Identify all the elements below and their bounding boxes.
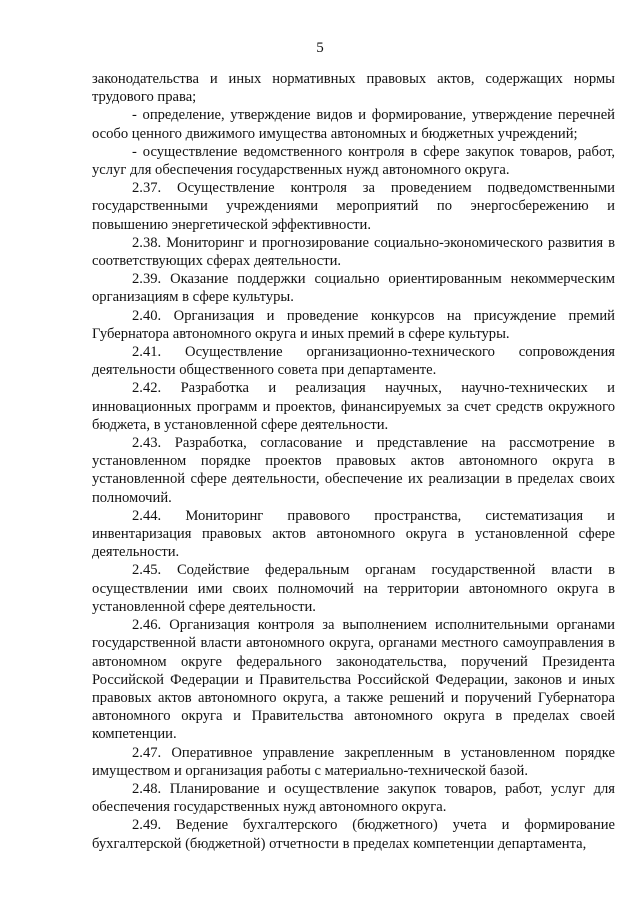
paragraph-2-39: 2.39. Оказание поддержки социально ориентированным некоммерческим организациям в сфере культуры. — [92, 271, 615, 306]
paragraph-2-49: 2.49. Ведение бухгалтерского (бюджетного) учета и формирование бухгалтерской (бюджетной) отчетности в пределах компетенции департамента, — [92, 817, 615, 852]
page-number: 5 — [316, 40, 324, 56]
paragraph-continuation: законодательства и иных нормативных правовых актов, содержащих нормы трудового права; — [92, 71, 615, 106]
paragraph-2-38: 2.38. Мониторинг и прогнозирование социально-экономического развития в соответствующих сферах деятельности. — [92, 234, 615, 270]
paragraph-2-41: 2.41. Осуществление организационно-технического сопровождения деятельности общественного совета при департаменте. — [92, 344, 615, 379]
paragraph-2-40: 2.40. Организация и проведение конкурсов на присуждение премий Губернатора автономного округа и иных премий в сфере культуры. — [92, 307, 615, 342]
paragraph-2-46: 2.46. Организация контроля за выполнением исполнительными органами государственной власти автономного округа, органами местного самоуправления в автономном округе федерального законодательства, поручений Президента Российской Федерации и Правительства Российской Федерации, законов и иных правовых актов автономного округа, а также решений и поручений Губернатора автономного округа и Правительства автономного округа в пределах своей компетенции. — [92, 617, 615, 743]
paragraph-bullet-procurement-control: - осуществление ведомственного контроля в сфере закупок товаров, работ, услуг для обеспечения государственных нужд автономного округа. — [92, 143, 615, 179]
document-body — [92, 70, 615, 853]
paragraph-2-37: 2.37. Осуществление контроля за проведением подведомственными государственными учреждениями мероприятий по энергосбережению и повышению энергетической эффективности. — [92, 180, 615, 233]
paragraph-2-48: 2.48. Планирование и осуществление закупок товаров, работ, услуг для обеспечения государственных нужд автономного округа. — [92, 780, 615, 816]
paragraph-2-43: 2.43. Разработка, согласование и представление на рассмотрение в установленном порядке проектов правовых актов автономного округа в установленной сфере деятельности, обеспечение их реализации в пределах своих полномочий. — [92, 435, 615, 506]
paragraph-2-44: 2.44. Мониторинг правового пространства, систематизация и инвентаризация правовых актов автономного округа в установленной сфере деятельности. — [92, 507, 615, 561]
paragraph-2-42: 2.42. Разработка и реализация научных, научно-технических и инновационных программ и проектов, финансируемых за счет средств окружного бюджета, в установленной сфере деятельности. — [92, 380, 615, 433]
paragraph-bullet-property-lists: - определение, утверждение видов и формирование, утверждение перечней особо ценного движимого имущества автономных и бюджетных учреждений; — [92, 107, 615, 142]
paragraph-2-45: 2.45. Содействие федеральным органам государственной власти в осуществлении ими своих полномочий на территории автономного округа в установленной сфере деятельности. — [92, 562, 615, 615]
paragraph-2-47: 2.47. Оперативное управление закрепленным в установленном порядке имуществом и организация работы с материально-технической базой. — [92, 744, 615, 779]
